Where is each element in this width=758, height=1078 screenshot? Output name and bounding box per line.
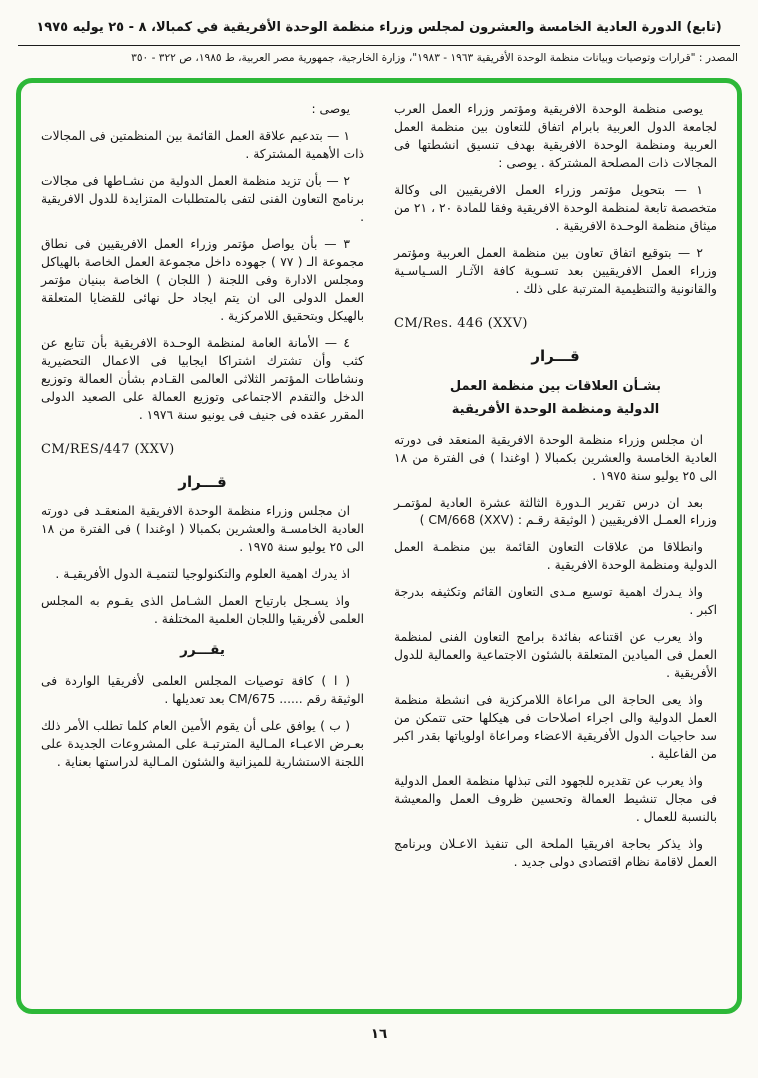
paragraph: واذ يسـجل بارتياح العمل الشـامل الذى يقـوم به المجلس العلمى لأفريقيا واللجان العلمية المختلفة . xyxy=(41,594,364,627)
paragraph: واذ يعرب عن اقتناعه بفائدة برامج التعاون الفنى لمنظمة العمل فى الميادين المتعلقة بالشئون الاجتماعية والعمالية للدول الأفريقية . xyxy=(394,630,717,681)
page-number: ١٦ xyxy=(370,1026,388,1043)
numbered-item-3: ٣ — بأن يواصل مؤتمر وزراء العمل الافريقيين فى نطاق مجموعة الـ ( ٧٧ ) جهوده داخل مجموعة العمل الخاصة بالهياكل ومجلس الادارة وفى اللجنة ( اللجان ) الخاصة ببنيان مؤتمر العمل الدولى الى ان يتم ايجاد حل نهائى للقضايا المتعلقة بالهيكل وبتحقيق اللامركزية . xyxy=(41,237,364,323)
two-column-layout xyxy=(41,101,717,995)
decision-item-a: ( ا ) كافة توصيات المجلس العلمى لأفريقيا الواردة فى الوثيقة رقم ...... CM/675 بعد تعديلها . xyxy=(41,673,364,706)
resolution-subtitle-line1: بشـأن العلاقات بين منظمة العمل xyxy=(449,378,662,394)
resolution-subtitle-line2: الدولية ومنظمة الوحدة الأفريقية xyxy=(451,401,660,417)
paragraph: ان مجلس وزراء منظمة الوحدة الافريقية المنعقـد فى دورته العادية الخامسـة والعشرين بكمبالا ( اوغندا ) فى الفترة من ١٨ الى ٢٥ يوليو سنة ١٩٧٥ . xyxy=(41,504,364,555)
left-column xyxy=(41,101,364,995)
paragraph: واذ يذكر بحاجة افريقيا الملحة الى تنفيذ الاعـلان وبرنامج العمل لاقامة نظام اقتصادى دولى جديد . xyxy=(394,836,717,869)
green-content-frame xyxy=(16,78,742,1014)
decides-heading: يقـــرر xyxy=(180,642,225,659)
decision-item-b: ( ب ) يوافق على أن يقوم الأمين العام كلما تطلب الأمر ذلك بعـرض الاعبـاء المـالية المترتبـة على المشروعات الجديدة على اللجنة الاستشارية للميزانية والشئون المـالية لدراستها بعناية . xyxy=(41,718,364,769)
paragraph: يوصى منظمة الوحدة الافريقية ومؤتمر وزراء العمل العرب لجامعة الدول العربية بابرام اتفاق للتعاون بين منظمة العمل العربية ومنظمة الوحدة الافريقية بهدف تنسيق انشطتها فى المجالات ذات المصلحة المشتركة . يوصى : xyxy=(394,102,717,171)
paragraph: بعد ان درس تقرير الـدورة الثالثة عشرة العادية لمؤتمـر وزراء العمـل الافريقيين ( الوثيقة رقـم : CM/668 (XXV) ) xyxy=(394,495,717,528)
numbered-item-2: ٢ — بتوقيع اتفاق تعاون بين منظمة العمل العربية ومؤتمر وزراء العمل الافريقيين بعد تسـوية كافة الآثـار السـياسـية والقانونية والتنظيمية المترتبة على ذلك . xyxy=(394,246,717,296)
paragraph: اذ يدرك اهمية العلوم والتكنولوجيا لتنميـة الدول الأفريقيـة . xyxy=(55,567,350,582)
resolution-title: قـــرار xyxy=(178,472,227,491)
paragraph: واذ يـدرك اهمية توسيع مـدى التعاون القائم وتكثيفه بدرجة اكبر . xyxy=(394,585,717,618)
recommendation-lead: يوصى : xyxy=(311,102,350,117)
resolution-title: قـــرار xyxy=(531,346,580,365)
numbered-item-1: ١ — بتحويل مؤتمر وزراء العمل الافريقيين الى وكالة متخصصة تابعة لمنظمة الوحدة الافريقية وفقا للمادة ٢٠ ، ٢١ من ميثاق منظمة الوحـدة الافريقية . xyxy=(394,183,717,234)
paragraph: ان مجلس وزراء منظمة الوحدة الافريقية المنعقد فى دورته العادية الخامسة والعشرين بكمبالا ( اوغندا ) فى الفترة من ١٨ الى ٢٥ يوليو سنة ١٩٧٥ . xyxy=(394,432,717,483)
page-footer xyxy=(16,1026,742,1042)
right-column xyxy=(394,101,717,995)
paragraph: واذ يعى الحاجة الى مراعاة اللامركزية فى انشطة منظمة العمل الدولية والى اجراء اصلاحات فى هيكلها حتى تتمكن من سد حاجيات الدول الأفريقية الاعضاء ومراعاة اولوياتها بقدر اكبر من الفاعلية . xyxy=(394,693,717,761)
paragraph: واذ يعرب عن تقديره للجهود التى تبذلها منظمة العمل الدولية فى مجال تنشيط العمالة وتحسين ظروف العمل والمعيشة بالنسبة للعمال . xyxy=(394,773,717,824)
header-divider xyxy=(18,45,740,46)
numbered-item-4: ٤ — الأمانة العامة لمنظمة الوحـدة الافريقية بأن تتابع عن كثب وأن تشترك اشتراكا ايجابيا فى الاعمال التحضيرية ونشاطات المؤتمر الثلاثى العالمى القـادم بشأن العمالة وتوزيع الدخل والتقدم الاجتماعى وتوزيع العمالة على الصعيد الدولى المقرر عقده فى جنيف فى يونيو سنة ١٩٧٦ . xyxy=(41,335,364,422)
header-session-title: (تابع) الدورة العادية الخامسة والعشرون لمجلس وزراء منظمة الوحدة الأفريقية في كمبالا، ٨ - ٢٥ يوليه ١٩٧٥ xyxy=(36,20,722,35)
document-reference-cm-res-447: CM/RES/447 (XXV) xyxy=(41,441,175,457)
header-source-line: المصدر : "قرارات وتوصيات وبيانات منظمة الوحدة الأفريقية ١٩٦٣ - ١٩٨٣"، وزارة الخارجية، جمهورية مصر العربية، ط ١٩٨٥، ص ٣٢٢ - ٣٥٠ xyxy=(131,51,738,64)
paragraph: وانطلاقا من علاقات التعاون القائمة بين منظمـة العمل الدولية ومنظمة الوحدة الافريقية . xyxy=(394,540,717,573)
numbered-item-2: ٢ — بأن تزيد منظمة العمل الدولية من نشـاطها فى مجالات برنامج التعاون الفنى لتفى بالمتطلبات المتزايدة للدول الافريقية . xyxy=(41,174,364,225)
document-reference-cm-res-446: CM/Res. 446 (XXV) xyxy=(394,315,528,331)
page-header xyxy=(16,16,742,65)
numbered-item-1: ١ — بتدعيم علاقة العمل القائمة بين المنظمتين فى المجالات ذات الأهمية المشتركة . xyxy=(41,129,364,162)
